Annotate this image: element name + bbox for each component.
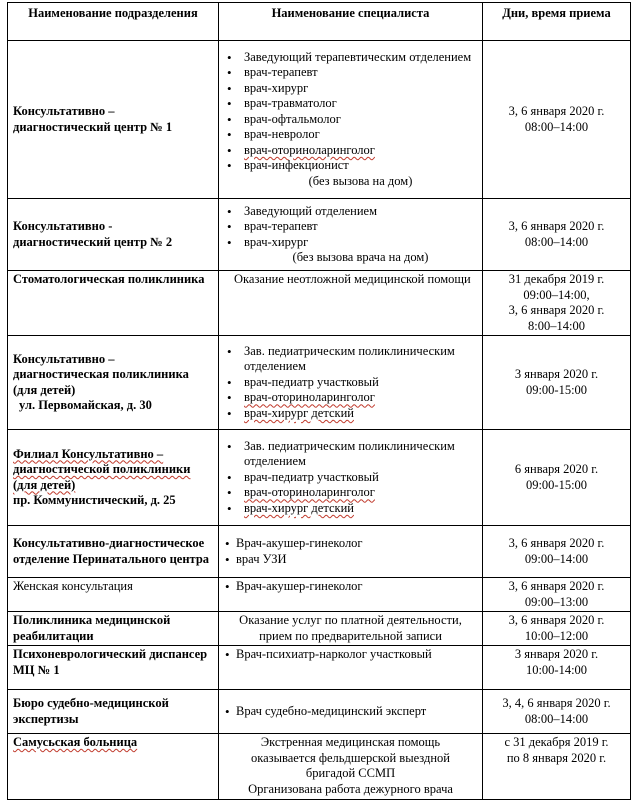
list-item: • врач-терапевт (224, 65, 477, 81)
list-item: • Зав. педиатрическим поликлиническим отделением (224, 344, 477, 375)
days-line: 8:00–14:00 (528, 318, 585, 333)
table-row (8, 734, 631, 800)
days-line: 3 января 2020 г. (514, 647, 599, 661)
days-cell (483, 734, 631, 800)
spec-cell (219, 526, 483, 578)
days-cell (483, 526, 631, 578)
table-row (8, 336, 631, 430)
days-line: 09:00–14:00 (524, 551, 589, 566)
dept-cell: Консультативно - диагностический центр № 2 (8, 199, 219, 271)
dept-cell (8, 734, 219, 800)
days-cell (483, 336, 631, 430)
list-item: • врач-инфекционист (224, 158, 477, 174)
days-line: 3, 4, 6 января 2020 г. (502, 696, 611, 710)
days-line: 09:00–13:00 (524, 594, 589, 609)
list-item: • врач-хирург (224, 235, 477, 251)
spec-text: прием по предварительной записи (259, 628, 442, 643)
spec-cell (219, 734, 483, 800)
days-line: 08:00–14:00 (524, 234, 589, 249)
list-item (224, 501, 477, 517)
spec-cell (219, 690, 483, 734)
note-text: (без вызова на дом) (308, 173, 413, 188)
specialist-name: врач-хирург детский (244, 405, 354, 420)
list-item: • врач-педиатр участковый (224, 375, 477, 391)
list-item: • врач-травматолог (224, 96, 477, 112)
days-line: 3, 6 января 2020 г. (508, 536, 605, 550)
days-line: 31 декабря 2019 г. (508, 272, 605, 286)
spec-cell (219, 578, 483, 612)
dept-cell: Стоматологическая поликлиника (8, 271, 219, 336)
table-row (8, 646, 631, 690)
dept-cell: Поликлиника медицинской реабилитации (8, 612, 219, 646)
list-item: • Заведующий терапевтическим отделением (224, 50, 477, 66)
dept-name-text: Самусьская больница (13, 735, 138, 749)
spec-text: Организована работа дежурного врача (248, 781, 453, 796)
list-item: • врач-невролог (224, 127, 477, 143)
dept-cell: Бюро судебно-медицинской экспертизы (8, 690, 219, 734)
spec-cell (219, 336, 483, 430)
days-line: 6 января 2020 г. (514, 462, 599, 476)
list-item: • Врач судебно-медицинский эксперт (224, 704, 477, 720)
table-row (8, 690, 631, 734)
note-text: (без вызова врача на дом) (292, 250, 429, 264)
dept-address: ул. Первомайская, д. 30 (19, 398, 152, 412)
dept-cell: Консультативно-диагностическое отделение Перинатального центра (8, 526, 219, 578)
dept-name: Консультативно – диагностическая поликлиника (для детей) (13, 351, 189, 397)
dept-cell: Женская консультация (8, 578, 219, 612)
days-line: 08:00–14:00 (524, 119, 589, 134)
days-cell (483, 578, 631, 612)
list-item (224, 485, 477, 501)
list-item: • врач-офтальмолог (224, 112, 477, 128)
list-item: • Врач-акушер-гинеколог (224, 579, 477, 595)
spec-text: Оказание неотложной медицинской помощи (234, 272, 471, 286)
days-line: 3, 6 января 2020 г. (508, 613, 605, 627)
days-cell (483, 430, 631, 526)
specialist-name: врач-хирург детский (244, 500, 354, 515)
days-line: 3 января 2020 г. (514, 367, 599, 381)
days-line: 09:00-15:00 (525, 477, 588, 492)
spec-cell (219, 430, 483, 526)
days-cell (483, 41, 631, 199)
list-item (224, 390, 477, 406)
days-line: 09:00-15:00 (525, 382, 588, 397)
list-item: • Врач-психиатр-нарколог участковый (224, 647, 477, 663)
header-row (8, 3, 631, 41)
list-item: • Зав. педиатрическим поликлиническим отделением (224, 439, 477, 470)
spec-cell (219, 199, 483, 271)
dept-cell: Консультативно – диагностический центр № 1 (8, 41, 219, 199)
schedule-table (7, 2, 631, 800)
list-item: • врач-терапевт (224, 219, 477, 235)
dept-cell (8, 336, 219, 430)
list-item (224, 406, 477, 422)
days-line: 3, 6 января 2020 г. (508, 219, 605, 233)
specialist-list (224, 579, 477, 595)
table-row (8, 612, 631, 646)
specialist-list (224, 647, 477, 663)
spec-cell (219, 646, 483, 690)
specialist-name: врач-оториноларинголог (244, 390, 375, 405)
table-row (8, 526, 631, 578)
specialist-list (224, 439, 477, 517)
list-item: • врач-педиатр участковый (224, 470, 477, 486)
dept-name (13, 447, 213, 494)
days-line: 08:00–14:00 (524, 711, 589, 726)
days-line: 10:00–12:00 (524, 628, 589, 643)
dept-cell: Психоневрологический диспансер МЦ № 1 (8, 646, 219, 690)
dept-cell (8, 430, 219, 526)
spec-text: Оказание услуг по платной деятельности, (239, 613, 462, 627)
days-cell (483, 690, 631, 734)
spec-text: Экстренная медицинская помощь (260, 735, 441, 749)
specialist-name: врач-оториноларинголог (244, 142, 375, 157)
list-item: • Врач-акушер-гинеколог (224, 536, 477, 552)
specialist-list (224, 344, 477, 422)
list-item (224, 143, 477, 159)
header-dept: Наименование подразделения (8, 3, 219, 41)
header-spec: Наименование специалиста (219, 3, 483, 41)
list-item: • врач УЗИ (224, 552, 477, 568)
spec-cell (219, 612, 483, 646)
days-line: 3, 6 января 2020 г. (508, 104, 605, 118)
specialist-list (224, 536, 477, 567)
dept-address: пр. Коммунистический, д. 25 (13, 493, 176, 507)
spec-cell (219, 41, 483, 199)
days-cell (483, 612, 631, 646)
days-line: 09:00–14:00, (523, 287, 590, 302)
table-row (8, 271, 631, 336)
table-row (8, 41, 631, 199)
days-cell (483, 199, 631, 271)
days-line: по 8 января 2020 г. (506, 750, 607, 765)
days-cell (483, 646, 631, 690)
spec-text: оказывается фельдшерской выездной (250, 750, 450, 765)
days-cell (483, 271, 631, 336)
specialist-list (224, 50, 477, 174)
days-line: с 31 декабря 2019 г. (504, 735, 609, 749)
list-item: • Заведующий отделением (224, 204, 477, 220)
table-row (8, 578, 631, 612)
table-row (8, 430, 631, 526)
dept-name-text: Филиал Консультативно – диагностической поликлиники (для детей) (13, 446, 191, 492)
spec-cell (219, 271, 483, 336)
list-item: • врач-хирург (224, 81, 477, 97)
days-line: 3, 6 января 2020 г. (508, 579, 605, 593)
header-days: Дни, время приема (483, 3, 631, 41)
table-row (8, 199, 631, 271)
specialist-name: врач-оториноларинголог (244, 485, 375, 500)
specialist-list (224, 204, 477, 251)
spec-text: бригадой ССМП (305, 766, 396, 780)
days-line: 10:00-14:00 (525, 662, 588, 677)
days-line: 3, 6 января 2020 г. (508, 303, 605, 317)
specialist-list (224, 704, 477, 720)
